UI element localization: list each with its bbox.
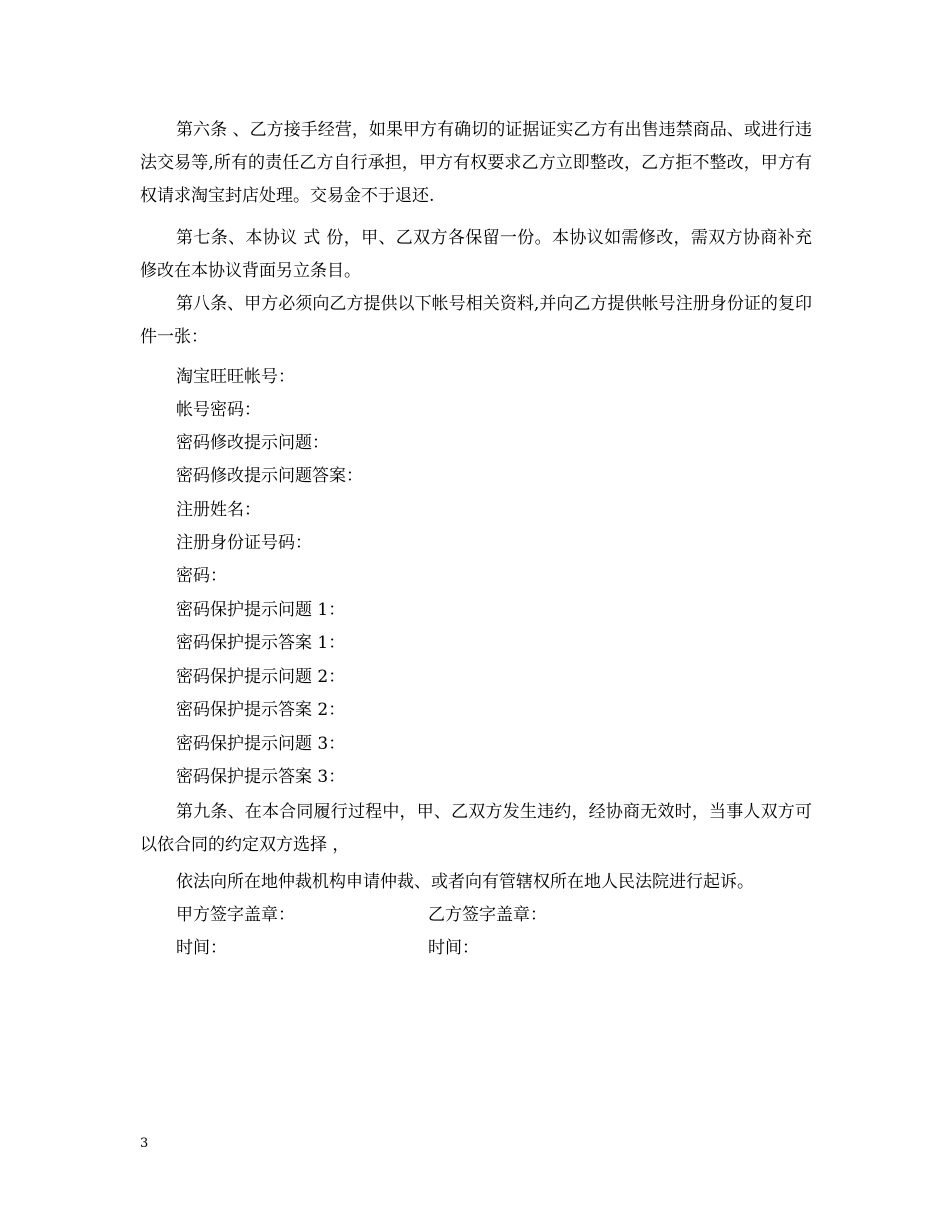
article-6-paragraph: 第六条 、乙方接手经营，如果甲方有确切的证据证实乙方有出售违禁商品、或进行违法交易等,所有的责任乙方自行承担，甲方有权要求乙方立即整改，乙方拒不整改，甲方有权请求淘宝封店处理。交易金不于退还. bbox=[140, 120, 812, 206]
field-security-question-1: 密码保护提示问题 1： bbox=[176, 600, 346, 620]
field-password-change-answer: 密码修改提示问题答案： bbox=[176, 466, 363, 486]
field-security-question-3: 密码保护提示问题 3： bbox=[176, 734, 346, 754]
article-7-paragraph: 第七条、本协议 式 份，甲、乙双方各保留一份。本协议如需修改，需双方协商补充修改在本协议背面另立条目。 bbox=[140, 228, 812, 281]
field-security-question-2: 密码保护提示问题 2： bbox=[176, 667, 346, 687]
party-a-time-label: 时间： bbox=[176, 938, 227, 958]
article-9-continuation: 依法向所在地仲裁机构申请仲裁、或者向有管辖权所在地人民法院进行起诉。 bbox=[176, 872, 754, 892]
article-9-paragraph: 第九条、在本合同履行过程中，甲、乙双方发生违约，经协商无效时，当事人双方可以依合同的约定双方选择 ， bbox=[140, 802, 812, 855]
field-taobao-wangwang-account: 淘宝旺旺帐号： bbox=[176, 367, 295, 387]
party-a-signature-label: 甲方签字盖章： bbox=[176, 905, 295, 925]
field-password: 密码： bbox=[176, 566, 227, 586]
party-b-signature-label: 乙方签字盖章： bbox=[428, 905, 547, 925]
page-number: 3 bbox=[140, 1136, 149, 1151]
party-b-time-label: 时间： bbox=[428, 938, 479, 958]
field-security-answer-3: 密码保护提示答案 3： bbox=[176, 767, 346, 787]
article-8-paragraph: 第八条、甲方必须向乙方提供以下帐号相关资料,并向乙方提供帐号注册身份证的复印件一张： bbox=[140, 294, 812, 347]
field-security-answer-2: 密码保护提示答案 2： bbox=[176, 700, 346, 720]
field-registered-id-number: 注册身份证号码： bbox=[176, 533, 312, 553]
field-password-change-question: 密码修改提示问题： bbox=[176, 433, 329, 453]
field-registered-name: 注册姓名： bbox=[176, 500, 261, 520]
field-security-answer-1: 密码保护提示答案 1： bbox=[176, 633, 346, 653]
field-account-password: 帐号密码： bbox=[176, 400, 261, 420]
